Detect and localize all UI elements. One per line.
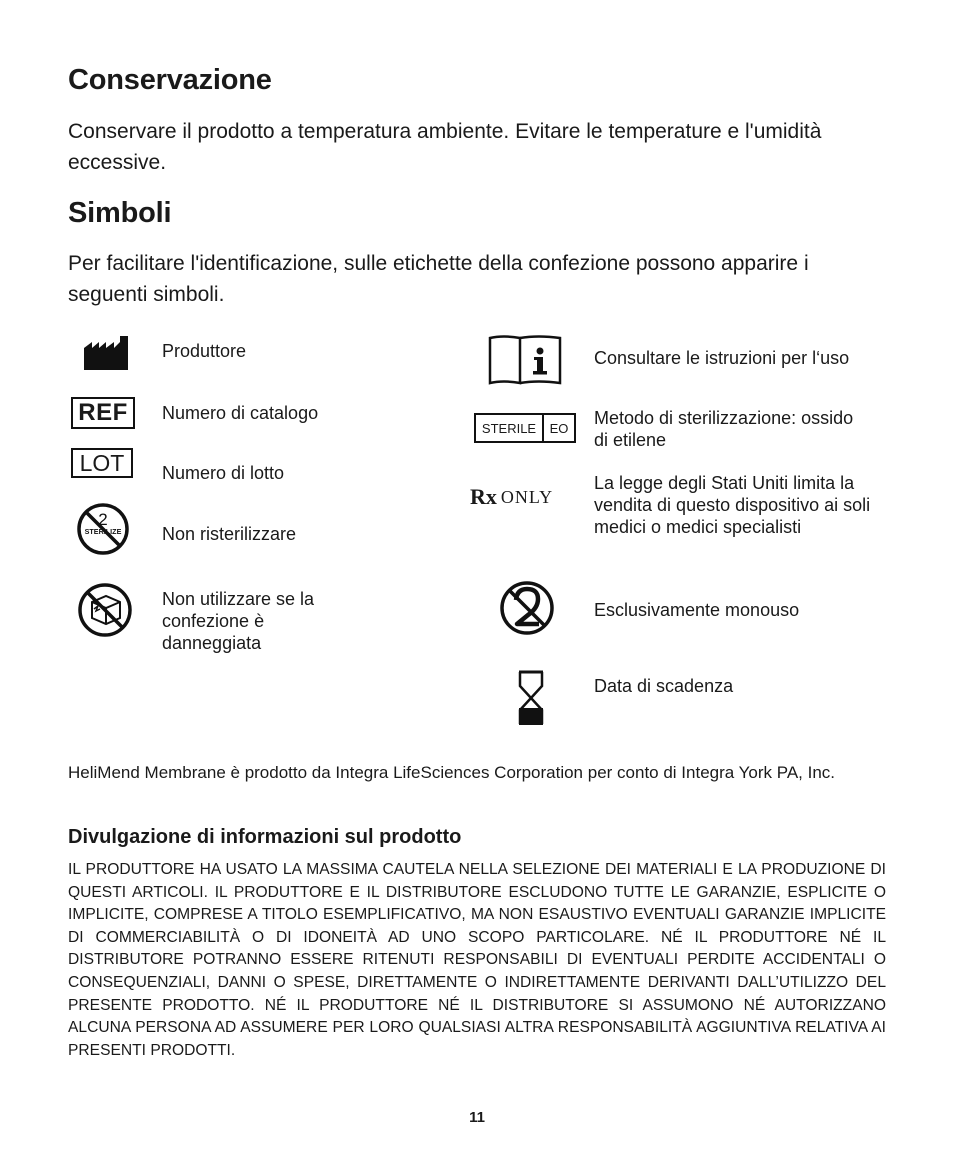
manufacturer-icon [84,334,128,370]
disclosure-text: IL PRODUTTORE HA USATO LA MASSIMA CAUTELA NELLA SELEZIONE DEI MATERIALI E LA PRODUZIONE DI QUESTI ARTICOLI. IL PRODUTTORE E IL DISTRIBUTORE ESCLUDONO TUTTE LE GARANZIE, ESPLICITE O IMPLICITE, COMPRESE A TITOLO ESEMPLIFICATIVO, MA NON ESAUSTIVO EVENTUALI GARANZIE IMPLICITE DI COMMERCIABILITÀ O DI IDONEITÀ AD UNO SCOPO PARTICOLARE. NÉ IL PRODUTTORE NÉ IL DISTRIBUTORE POTRANNO ESSERE RITENUTI RESPONSABILI DI EVENTUALI PERDITE ACCIDENTALI O CONSEQUENZIALI, DANNI O SPESE, DIRETTAMENTE O INDIRETTAMENTE DERIVANTI DALL’UTILIZZO DEL PRESENTE PRODOTTO. NÉ IL PRODUTTORE NÉ IL DISTRIBUTORE SI ASSUMONO NÉ AUTORIZZANO ALCUNA PERSONA AD ASSUMERE PER LORO QUALSIASI ALTRA RESPONSABILITÀ AGGIUNTIVA RELATIVA AI PRESENTI PRODOTTI. [68,861,886,1059]
symbol-label-single-use: Esclusivamente monouso [594,600,800,620]
symbols-intro: Per facilitare l'identificazione, sulle etichette della confezione possono apparire i seguenti simboli. [68,252,809,306]
symbol-label-lot: Numero di lotto [162,463,285,483]
svg-text:2: 2 [98,510,108,529]
ref-icon-text: REF [71,397,135,429]
eo-icon-text: EO [549,420,569,436]
single-use-icon [499,580,555,636]
symbol-label-do-not-use-if-damaged: Non utilizzare se la confezione è danneggiata [162,589,315,653]
storage-text: Conservare il prodotto a temperatura ambiente. Evitare le temperature e l'umidità eccessive. [68,120,822,174]
symbol-label-ref: Numero di catalogo [162,403,319,423]
symbol-label-manufacturer: Produttore [162,341,247,361]
symbol-label-rx-only: La legge degli Stati Uniti limita la vendita di questo dispositivo ai soli medici o medici specialisti [594,473,871,537]
page-number: 11 [469,1109,485,1126]
rx-only-icon [470,484,576,510]
storage-heading: Conservazione [68,64,272,96]
sterile-eo-icon [474,413,576,443]
consult-instructions-icon [488,334,562,386]
symbol-label-sterile-eo: Metodo di sterilizzazione: ossido di etilene [594,408,854,450]
symbol-label-expiration-date: Data di scadenza [594,676,734,696]
do-not-use-if-damaged-icon [76,582,134,638]
only-icon-text: ONLY [500,486,554,507]
symbol-label-consult-instructions: Consultare le istruzioni per l‘uso [594,348,850,368]
lot-icon [71,448,133,478]
symbols-heading: Simboli [68,197,172,229]
sterile-icon-text: STERILE [476,415,544,441]
resterilize-icon-text: STERILIZE [84,527,122,536]
lot-icon-text: LOT [71,448,133,478]
do-not-resterilize-icon [76,502,130,556]
ref-icon [71,397,135,429]
rx-icon-text: Rx [470,484,497,509]
manufacturer-note: HeliMend Membrane è prodotto da Integra LifeSciences Corporation per conto di Integra York PA, Inc. [68,763,836,782]
expiration-date-icon [517,670,545,726]
symbol-label-do-not-resterilize: Non risterilizzare [162,524,297,544]
disclosure-heading: Divulgazione di informazioni sul prodotto [68,826,462,848]
